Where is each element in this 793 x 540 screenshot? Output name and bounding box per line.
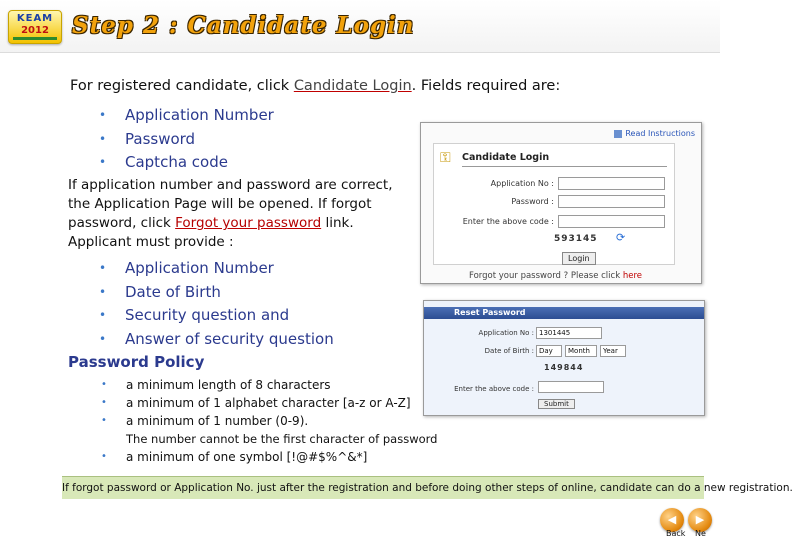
list-item: • Application Number <box>99 106 274 124</box>
logo-text: KEAM <box>16 13 54 24</box>
reset-password-header: Reset Password <box>424 307 704 319</box>
refresh-icon[interactable]: ⟳ <box>616 231 626 244</box>
list-item: • Captcha code <box>99 153 228 171</box>
recover-fields-list <box>68 257 398 351</box>
next-label: Ne <box>695 529 706 538</box>
application-no-input[interactable]: 1301445 <box>536 327 602 339</box>
arrow-left-icon: ◀ <box>667 513 677 526</box>
registration-note: If forgot password or Application No. just after the registration and before doing other steps of online, candidate can do a new registration. <box>62 476 704 499</box>
login-card-title: Candidate Login <box>462 152 550 163</box>
captcha-label: Enter the above code : <box>462 217 554 226</box>
candidate-login-screenshot <box>420 122 702 284</box>
login-card <box>433 143 675 265</box>
password-policy-list <box>68 376 468 466</box>
slide-header <box>0 0 720 53</box>
list-item: • Security question and <box>99 306 290 324</box>
forgot-password-link[interactable]: Forgot your password <box>175 215 322 231</box>
candidate-login-link[interactable]: Candidate Login <box>293 78 412 94</box>
key-icon: ⚿ <box>440 150 451 166</box>
forgot-paragraph: If application number and password are correct, the Application Page will be opened. If forgot password, click Forgot your password link. Applicant must provide : <box>68 177 393 250</box>
dob-label: Date of Birth : <box>484 347 534 355</box>
password-label: Password : <box>511 197 554 206</box>
application-no-input[interactable] <box>558 177 665 190</box>
dob-month-select[interactable]: Month <box>565 345 597 357</box>
login-button[interactable]: Login <box>562 252 596 265</box>
reset-password-screenshot <box>423 300 705 416</box>
logo-year: 2012 <box>21 25 49 36</box>
captcha-input[interactable] <box>558 215 665 228</box>
submit-button[interactable]: Submit <box>538 399 575 409</box>
list-item: • Application Number <box>99 259 274 277</box>
intro-text: For registered candidate, click Candidate Login. Fields required are: <box>70 78 561 94</box>
captcha-image: 593145 <box>554 234 598 244</box>
list-item-continuation: The number cannot be the first character of password <box>126 432 438 446</box>
application-no-label: Application No : <box>478 329 534 337</box>
page-title: Step 2 : Candidate Login <box>72 12 415 39</box>
forgot-password-line: Forgot your password ? Please click here <box>469 271 642 281</box>
captcha-image: 149844 <box>544 363 584 372</box>
captcha-label: Enter the above code : <box>454 385 534 393</box>
captcha-input[interactable] <box>538 381 604 393</box>
list-item: • a minimum of 1 alphabet character [a-z or A-Z] <box>101 396 411 410</box>
document-icon <box>614 130 622 138</box>
back-label: Back <box>666 529 686 538</box>
login-fields-list <box>68 104 368 175</box>
keam-logo <box>8 10 62 44</box>
list-item: • Password <box>99 129 196 148</box>
dob-year-select[interactable]: Year <box>600 345 626 357</box>
list-item: • a minimum of one symbol [!@#$%^&*] <box>101 450 368 464</box>
list-item: • a minimum of 1 number (0-9). <box>101 414 309 428</box>
read-instructions-link[interactable]: Read Instructions <box>614 129 695 138</box>
password-policy-title: Password Policy <box>68 353 205 371</box>
forgot-here-link[interactable]: here <box>622 271 642 281</box>
arrow-right-icon: ▶ <box>695 513 705 526</box>
dob-day-select[interactable]: Day <box>536 345 562 357</box>
list-item: • Answer of security question <box>99 329 334 348</box>
list-item: • Date of Birth <box>99 282 221 301</box>
application-no-label: Application No : <box>490 179 554 188</box>
list-item: • a minimum length of 8 characters <box>101 378 331 392</box>
password-input[interactable] <box>558 195 665 208</box>
